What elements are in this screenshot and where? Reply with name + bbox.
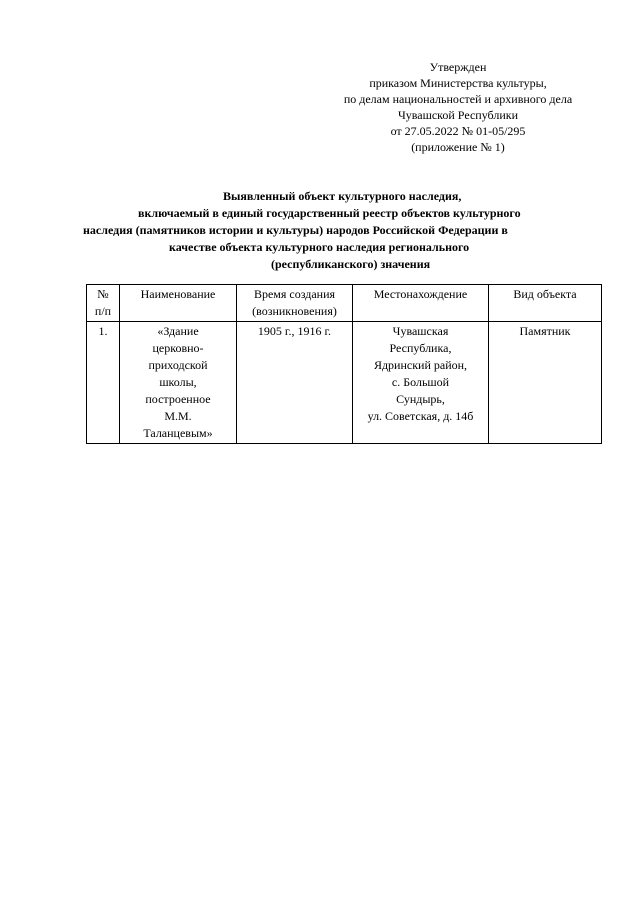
cell-name: «Здание церковно- приходской школы, построенное М.М. Таланцевым» [120,322,237,444]
heading-line: качестве объекта культурного наследия регионального [169,240,470,254]
approval-stamp [296,59,620,155]
heading-line: включаемый в единый государственный реестр объектов культурного [138,206,521,220]
heritage-objects-table [86,284,602,444]
approval-line: (приложение № 1) [411,140,505,154]
header-num: № п/п [87,285,120,322]
table-header-row [87,285,602,322]
approval-line: от 27.05.2022 № 01-05/295 [390,124,526,138]
header-time: Время создания (возникновения) [237,285,353,322]
approval-line: Чувашской Республики [397,108,519,122]
heading-line: (республиканского) значения [271,257,431,271]
heading-line: Выявленный объект культурного наследия, [223,189,462,203]
header-name: Наименование [120,285,237,322]
approval-line: Утвержден [429,60,487,74]
cell-time: 1905 г., 1916 г. [237,322,353,444]
approval-line: по делам национальностей и архивного дела [343,92,573,106]
cell-type: Памятник [489,322,602,444]
table-row [87,322,602,444]
cell-num: 1. [87,322,120,444]
header-location: Местонахождение [353,285,489,322]
header-type: Вид объекта [489,285,602,322]
document-heading [70,188,610,273]
cell-location: Чувашская Республика, Ядринский район, с. Большой Сундырь, ул. Советская, д. 14б [353,322,489,444]
heading-line: наследия (памятников истории и культуры) народов Российской Федерации в [83,223,508,237]
approval-line: приказом Министерства культуры, [369,76,547,90]
